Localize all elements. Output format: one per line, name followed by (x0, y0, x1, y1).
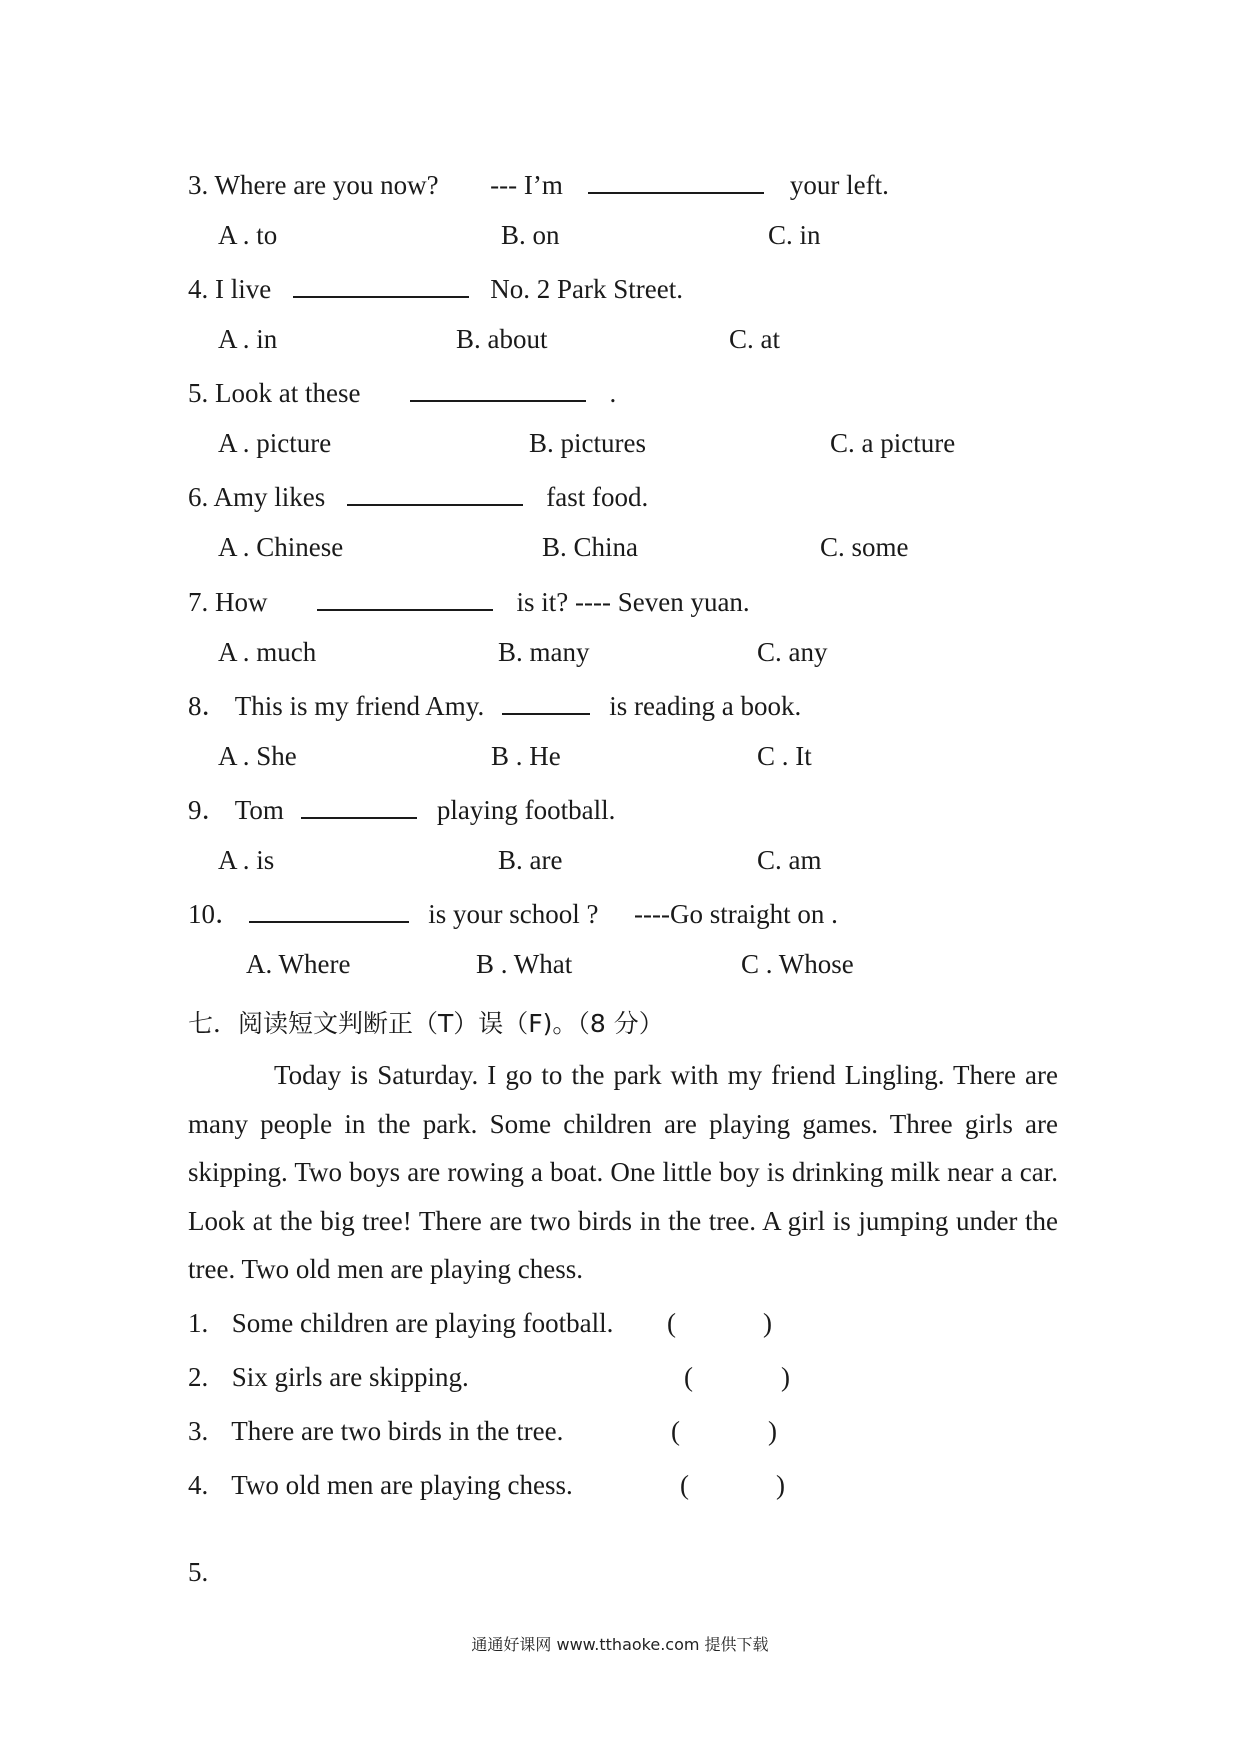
option-a: A . to (218, 220, 278, 250)
section-heading: 七．阅读短文判断正（T）误（F)。（8 分） (188, 1009, 664, 1038)
answer-blank[interactable] (588, 170, 764, 194)
option-a: A . Chinese (218, 532, 344, 562)
question-5-stem (188, 378, 616, 407)
question-text: How (215, 587, 268, 617)
answer-blank[interactable] (249, 899, 409, 923)
question-3-stem (188, 170, 889, 199)
question-7-stem (188, 587, 750, 616)
answer-blank[interactable] (301, 795, 417, 819)
tf-item-4 (188, 1472, 573, 1499)
question-4-stem (188, 274, 683, 303)
reading-passage (188, 1051, 1058, 1294)
item-number: 1. (188, 1308, 209, 1338)
answer-blank[interactable] (347, 482, 523, 506)
question-number: 9． (188, 795, 229, 825)
question-number: 4. (188, 274, 209, 304)
question-text: is reading a book. (609, 691, 802, 721)
question-text: is your school ? (428, 899, 599, 929)
option-a: A . She (218, 741, 297, 771)
tf-item-1 (188, 1310, 613, 1337)
question-text: No. 2 Park Street. (490, 274, 683, 304)
answer-paren-close[interactable]: ) (763, 1308, 772, 1338)
option-b: B. about (456, 324, 548, 354)
question-number: 10． (188, 899, 242, 929)
item-text: There are two birds in the tree. (231, 1416, 564, 1446)
question-text: Tom (234, 795, 284, 825)
question-text: ----Go straight on . (633, 899, 838, 929)
answer-paren-open[interactable]: ( (684, 1362, 693, 1392)
question-9-stem (188, 795, 615, 824)
tf-item-5: 5. (188, 1557, 209, 1587)
question-6-stem (188, 482, 648, 511)
option-a: A . much (218, 637, 317, 667)
question-text: This is my friend Amy. (234, 691, 485, 721)
answer-paren-close[interactable]: ) (781, 1362, 790, 1392)
question-text: --- I’m (490, 170, 563, 200)
option-a: A . picture (218, 428, 332, 458)
option-a: A . is (218, 845, 275, 875)
answer-paren-close[interactable]: ) (768, 1416, 777, 1446)
tf-item-2 (188, 1364, 469, 1391)
question-text: Where are you now? (214, 170, 439, 200)
item-text: Six girls are skipping. (231, 1362, 469, 1392)
question-text: is it? ---- Seven yuan. (516, 587, 750, 617)
question-text: playing football. (436, 795, 616, 825)
answer-blank[interactable] (293, 274, 469, 298)
option-b: B. China (542, 532, 639, 562)
answer-blank[interactable] (410, 378, 586, 402)
option-b: B . He (491, 741, 561, 771)
option-b: B. on (501, 220, 560, 250)
answer-paren-close[interactable]: ) (776, 1470, 785, 1500)
question-number: 7. (188, 587, 209, 617)
option-c: C . Whose (741, 949, 854, 979)
option-b: B . What (476, 949, 573, 979)
question-8-stem (188, 691, 801, 720)
option-a: A . in (218, 324, 278, 354)
option-b: B. many (498, 637, 590, 667)
option-a: A. Where (246, 949, 351, 979)
option-c: C. am (757, 845, 822, 875)
question-number: 5. (188, 378, 209, 408)
question-number: 8． (188, 691, 229, 721)
item-text: Some children are playing football. (231, 1308, 614, 1338)
option-c: C . It (757, 741, 812, 771)
question-text: fast food. (546, 482, 649, 512)
passage-text: Today is Saturday. I go to the park with my friend Lingling. There are many people in the park. Some children are playing games. Three girls are skipping. Two boys are rowing a boat. One little boy is drinking milk near a car. Look at the big tree! There are two birds in the tree. A girl is jumping under the tree. Two old men are playing chess. (188, 1060, 1058, 1284)
answer-blank[interactable] (317, 587, 493, 611)
item-number: 2. (188, 1362, 209, 1392)
item-number: 4. (188, 1470, 209, 1500)
option-c: C. some (820, 532, 909, 562)
answer-paren-open[interactable]: ( (667, 1308, 676, 1338)
option-b: B. are (498, 845, 563, 875)
question-text: your left. (789, 170, 889, 200)
page-footer: 通通好课网 www.tthaoke.com 提供下载 (471, 1635, 769, 1654)
question-10-stem (188, 899, 838, 928)
option-c: C. a picture (830, 428, 956, 458)
question-text: . (609, 378, 617, 408)
question-number: 3. (188, 170, 209, 200)
option-b: B. pictures (529, 428, 646, 458)
question-number: 6. (188, 482, 209, 512)
question-text: Amy likes (213, 482, 326, 512)
answer-blank[interactable] (502, 691, 590, 715)
tf-item-3 (188, 1418, 563, 1445)
item-text: Two old men are playing chess. (231, 1470, 573, 1500)
option-c: C. in (768, 220, 821, 250)
answer-paren-open[interactable]: ( (680, 1470, 689, 1500)
option-c: C. any (757, 637, 828, 667)
question-text: Look at these (215, 378, 361, 408)
item-number: 3. (188, 1416, 209, 1446)
question-text: I live (215, 274, 272, 304)
answer-paren-open[interactable]: ( (671, 1416, 680, 1446)
option-c: C. at (729, 324, 780, 354)
